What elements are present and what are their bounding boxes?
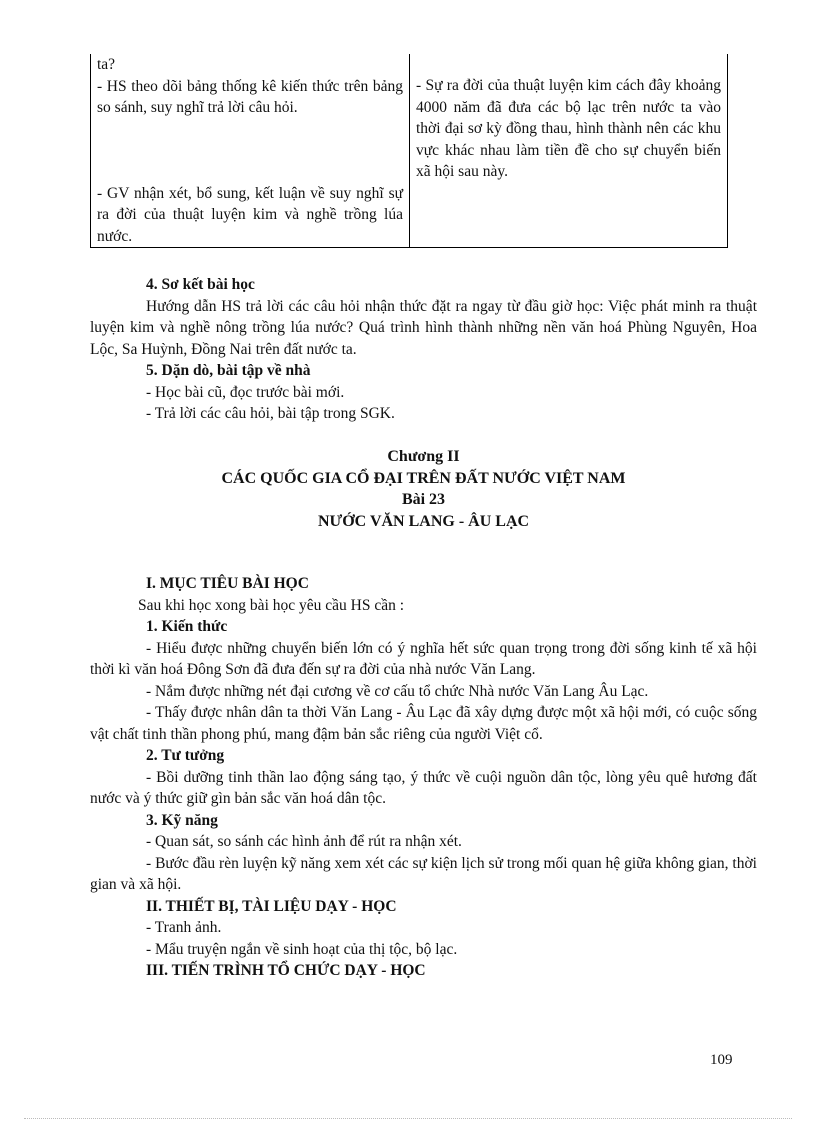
section-summary bbox=[90, 274, 757, 425]
section-heading: I. MỤC TIÊU BÀI HỌC bbox=[146, 575, 309, 592]
lesson-number: Bài 23 bbox=[401, 491, 446, 508]
list-item: - Thấy được nhân dân ta thời Văn Lang - Âu Lạc đã xây dựng được một xã hội mới, có cuộc sống vật chất tinh thần phong phú, mang đậm bản sắc riêng của người Việt cổ. bbox=[90, 704, 757, 743]
chapter-label: Chương II bbox=[387, 448, 460, 465]
subsection-heading: 2. Tư tưởng bbox=[146, 747, 225, 764]
lesson-title: NƯỚC VĂN LANG - ÂU LẠC bbox=[317, 512, 530, 530]
paragraph: Sau khi học xong bài học yêu cầu HS cần : bbox=[138, 596, 405, 614]
paragraph: Hướng dẫn HS trả lời các câu hỏi nhận thức đặt ra ngay từ đầu giờ học: Việc phát minh ra thuật luyện kim và nghề nông trồng lúa nước? Quá trình hình thành những nền văn hoá Phùng Nguyên, Hoa Lộc, Sa Huỳnh, Đồng Nai trên đất nước ta. bbox=[90, 297, 757, 358]
list-item: - Trả lời các câu hỏi, bài tập trong SGK. bbox=[146, 405, 395, 422]
cell-paragraph: - Sự ra đời của thuật luyện kim cách đây khoảng 4000 năm đã đưa các bộ lạc trên nước ta vào thời đại sơ kỳ đồng thau, hình thành nên các khu vực khác nhau làm tiền đề cho sự chuyển biến xã hội sau này. bbox=[416, 77, 721, 180]
list-item: - Nắm được những nét đại cương về cơ cấu tổ chức Nhà nước Văn Lang Âu Lạc. bbox=[146, 682, 649, 700]
cell-paragraph: ta? bbox=[97, 56, 116, 73]
list-item: - Quan sát, so sánh các hình ảnh để rút ra nhận xét. bbox=[146, 833, 462, 850]
section-heading: 4. Sơ kết bài học bbox=[146, 276, 255, 293]
chapter-title: CÁC QUỐC GIA CỔ ĐẠI TRÊN ĐẤT NƯỚC VIỆT NAM bbox=[221, 469, 626, 487]
table-cell-content bbox=[410, 54, 728, 248]
list-item: - Học bài cũ, đọc trước bài mới. bbox=[146, 383, 345, 401]
page-bottom-divider bbox=[24, 1118, 792, 1119]
cell-paragraph: - GV nhận xét, bổ sung, kết luận về suy nghĩ sự ra đời của thuật luyện kim và nghề trồng lúa nước. bbox=[97, 184, 403, 245]
list-item: - Bước đầu rèn luyện kỹ năng xem xét các sự kiện lịch sử trong mối quan hệ giữa không gian, thời gian và xã hội. bbox=[90, 854, 757, 893]
chapter-header bbox=[90, 446, 757, 532]
list-item: - Hiểu được những chuyển biến lớn có ý nghĩa hết sức quan trọng trong đời sống kinh tế xã hội thời kì văn hoá Đông Sơn đã đưa đến sự ra đời của nhà nước Văn Lang. bbox=[90, 639, 757, 678]
table-cell-teacher-activity bbox=[91, 54, 410, 248]
list-item: - Bồi dưỡng tinh thần lao động sáng tạo, ý thức về cuội nguồn dân tộc, lòng yêu quê hương đất nước và ý thức giữ gìn bản sắc văn hoá dân tộc. bbox=[90, 768, 757, 807]
section-heading: II. THIẾT BỊ, TÀI LIỆU DẠY - HỌC bbox=[146, 897, 397, 915]
lesson-body bbox=[90, 573, 757, 982]
carryover-table bbox=[90, 54, 728, 248]
cell-paragraph: - HS theo dõi bảng thống kê kiến thức trên bảng so sánh, suy nghĩ trả lời câu hỏi. bbox=[97, 77, 403, 116]
subsection-heading: 3. Kỹ năng bbox=[146, 811, 218, 829]
section-heading: III. TIẾN TRÌNH TỔ CHỨC DẠY - HỌC bbox=[146, 962, 426, 979]
table-row bbox=[91, 54, 728, 248]
subsection-heading: 1. Kiến thức bbox=[146, 618, 228, 635]
page-number: 109 bbox=[710, 1052, 733, 1068]
section-heading: 5. Dặn dò, bài tập về nhà bbox=[146, 362, 311, 379]
list-item: - Tranh ảnh. bbox=[146, 919, 222, 936]
list-item: - Mẩu truyện ngắn về sinh hoạt của thị tộc, bộ lạc. bbox=[146, 940, 458, 958]
